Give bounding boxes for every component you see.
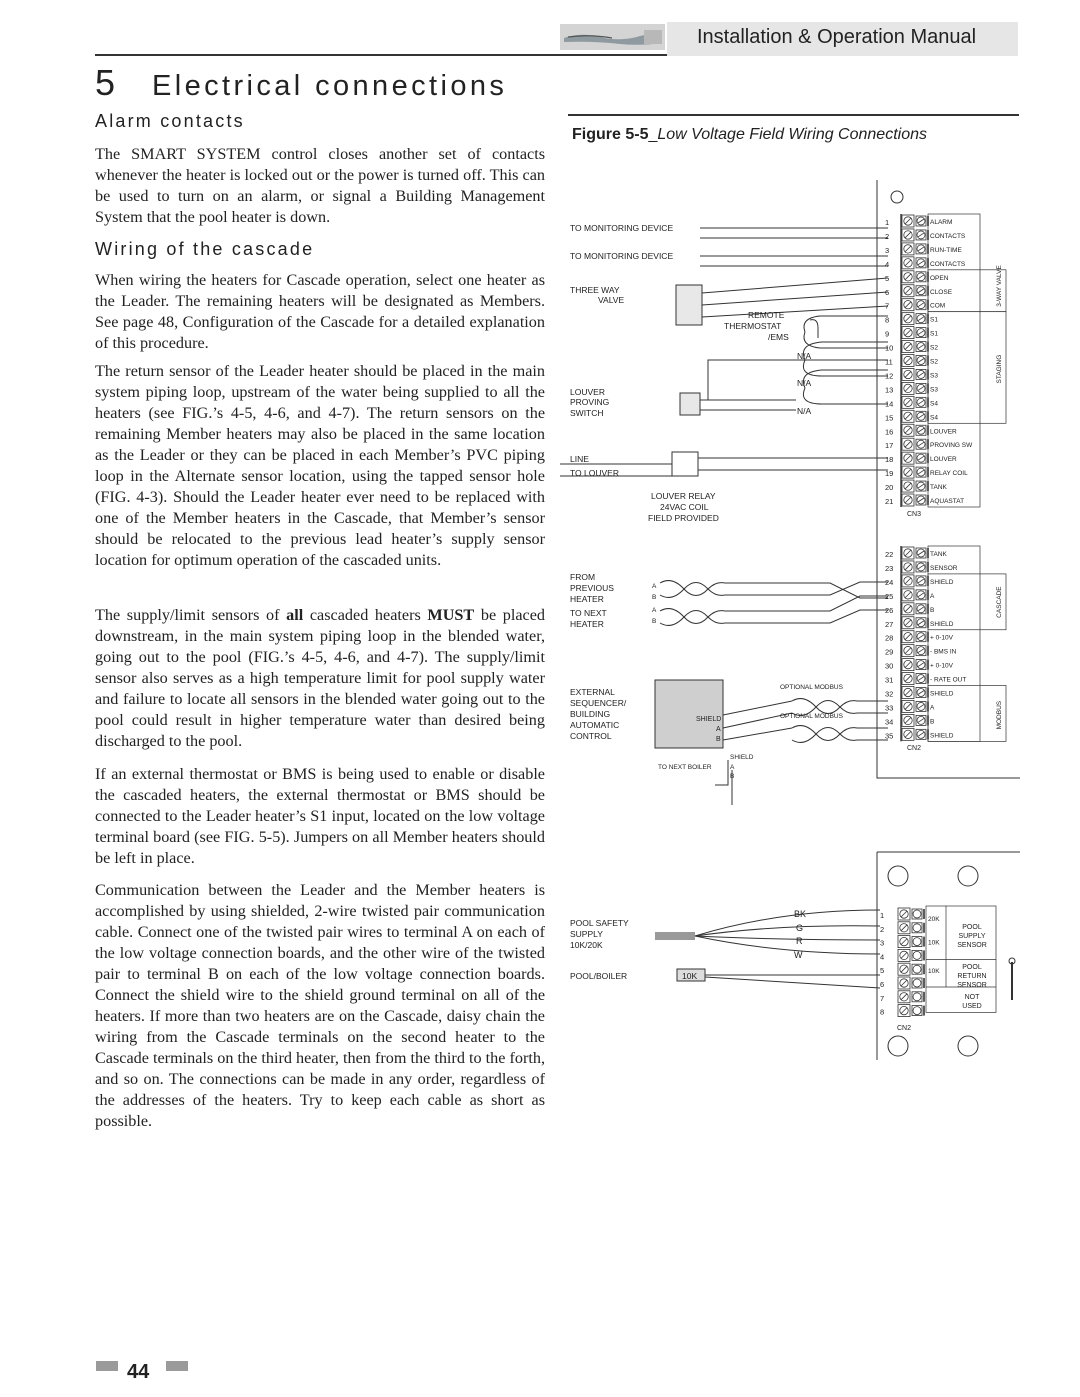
tb1-terminal-number: 6 bbox=[885, 287, 890, 297]
tb2-terminal-label: A bbox=[930, 592, 935, 600]
diagram-label-rt1: REMOTE bbox=[748, 310, 785, 320]
tb2-terminal-number: 27 bbox=[885, 619, 894, 629]
footer-bar-right bbox=[166, 1361, 188, 1371]
tb2-terminal-label: - RATE OUT bbox=[930, 676, 967, 684]
tb1-terminal-label: S3 bbox=[930, 372, 938, 380]
tb1-terminal-label: S1 bbox=[930, 330, 938, 338]
tb1-terminal-label: PROVING SW bbox=[930, 442, 973, 450]
tb3-terminal-number: 7 bbox=[880, 993, 885, 1003]
diagram-label-pb1: POOL/BOILER bbox=[570, 971, 628, 981]
tb3-label-prs2: RETURN bbox=[957, 973, 987, 980]
alarm-contacts-heading: Alarm contacts bbox=[95, 111, 245, 131]
staging-group-box bbox=[928, 312, 1006, 424]
tb3-label-pss2: SUPPLY bbox=[958, 933, 986, 940]
diagram-label-lr2: 24VAC COIL bbox=[660, 502, 709, 512]
diagram-label-ex1: EXTERNAL bbox=[570, 687, 615, 697]
wiring-diagram bbox=[560, 180, 1020, 1060]
tb1-terminal-label: OPEN bbox=[930, 274, 949, 282]
diagram-label-cn2b: CN2 bbox=[897, 1025, 912, 1032]
tb3-label-pss3: SENSOR bbox=[957, 942, 987, 949]
page-number: 44 bbox=[127, 1361, 150, 1383]
tb1-terminal-number: 7 bbox=[885, 301, 890, 311]
tb1-terminal-label: RUN-TIME bbox=[930, 246, 962, 254]
tb1-terminal-number: 12 bbox=[885, 371, 894, 381]
diagram-label-cn2a: CN2 bbox=[907, 745, 922, 752]
tb3-terminal-icon bbox=[913, 993, 921, 1001]
diagram-label-ww: W bbox=[794, 950, 803, 960]
tb2-terminal-number: 34 bbox=[885, 717, 894, 727]
diagram-label-wg: G bbox=[796, 923, 804, 933]
brand-logo bbox=[560, 24, 665, 50]
cascade-paragraph-3: The supply/limit sensors of all cascaded heaters MUST be placed downstream, in the main system piping loop in the blended water, going out to the pool (FIG.’s 4-5, 4-6, and 4-7). The supply/limit sensor also serves as a high temperature limit for pool supply water and failure to locate all sensors in the blended water going out to the pool could result in higher temperature water than desired being discharged to the pool. bbox=[95, 606, 546, 750]
tb1-terminal-label: S2 bbox=[930, 358, 938, 366]
diagram-label-abA1: A bbox=[652, 583, 657, 590]
cascade-heading: Wiring of the cascade bbox=[95, 239, 315, 259]
diagram-label-bk: BK bbox=[794, 909, 807, 919]
tb2-terminal-number: 32 bbox=[885, 689, 894, 699]
cascade-paragraph-4: If an external thermostat or BMS is being used to enable or disable the cascaded heaters, the external thermostat or BMS should be connected to the Leader heater’s S1 input, located on the low voltage terminal board (see FIG. 5-5). Jumpers on all Member heaters should be left in place. bbox=[95, 765, 545, 867]
tb1-terminal-number: 14 bbox=[885, 399, 894, 409]
tb1-terminal-label: S2 bbox=[930, 344, 938, 352]
tb1-terminal-number: 5 bbox=[885, 273, 890, 283]
diagram-label-ex3: BUILDING bbox=[570, 709, 611, 719]
tb3-label-nu2: USED bbox=[962, 1003, 982, 1010]
tb3-terminal-icon bbox=[913, 979, 921, 987]
diagram-label-lr3: FIELD PROVIDED bbox=[648, 513, 719, 523]
diagram-label-mon1: TO MONITORING DEVICE bbox=[570, 223, 674, 233]
tb1-terminal-number: 8 bbox=[885, 315, 890, 325]
threeway-group-label: 3-WAY VALVE bbox=[996, 265, 1003, 307]
tb3-label-nu1: NOT bbox=[964, 994, 980, 1001]
tb3-resistance-value: 10K bbox=[928, 939, 940, 947]
tb1-terminal-label: S3 bbox=[930, 386, 938, 394]
diagram-label-ln1: LINE bbox=[570, 454, 589, 464]
diagram-label-tw2: VALVE bbox=[598, 295, 625, 305]
diagram-label-na2: N/A bbox=[797, 378, 812, 388]
diagram-label-wr: R bbox=[796, 936, 803, 946]
tb2-terminal-number: 30 bbox=[885, 661, 894, 671]
tb1-terminal-number: 16 bbox=[885, 427, 894, 437]
tb1-terminal-number: 18 bbox=[885, 455, 894, 465]
tb1-terminal-number: 10 bbox=[885, 343, 894, 353]
tb1-terminal-label: S4 bbox=[930, 414, 938, 422]
tb1-terminal-number: 20 bbox=[885, 483, 894, 493]
tb3-terminal-number: 4 bbox=[880, 952, 885, 962]
figure-caption: Figure 5-5_Low Voltage Field Wiring Connections bbox=[572, 126, 927, 143]
diagram-label-om2: OPTIONAL MODBUS bbox=[780, 713, 843, 720]
tb1-terminal-label: TANK bbox=[930, 484, 947, 492]
cascade-paragraph-2: The return sensor of the Leader heater should be placed in the main system piping loop, upstream of the water being supplied to all the heaters (see FIG.’s 4-5, 4-6, and 4-7). The return sensors on the remaining Member heaters may also be placed in the same location as the Leader or they can be placed in each Member’s PVC piping loop in the Alternate sensor location, using the tapped sensor hole (FIG. 4-3). Should the Leader heater ever need to be replaced with one of the Member heaters in the Cascade, that Member’s sensor should be relocated to the previous lead heater’s supply sensor location for optimum operation of the cascaded units. bbox=[95, 362, 545, 569]
tb3-terminal-icon bbox=[913, 951, 921, 959]
modbus-group-label: MODBUS bbox=[996, 700, 1003, 730]
diagram-label-fp2: PREVIOUS bbox=[570, 583, 614, 593]
tb3-terminal-number: 2 bbox=[880, 924, 885, 934]
diagram-label-sh2: SHIELD bbox=[730, 754, 754, 761]
diagram-label-sb1: B bbox=[716, 736, 721, 743]
tb3-terminal-number: 8 bbox=[880, 1007, 885, 1017]
tb1-terminal-label: S1 bbox=[930, 316, 938, 324]
tb2-terminal-label: - BMS IN bbox=[930, 648, 957, 656]
diagram-label-ps3: 10K/20K bbox=[570, 940, 603, 950]
diagram-label-rt2: THERMOSTAT bbox=[724, 321, 782, 331]
tb1-terminal-number: 2 bbox=[885, 231, 890, 241]
tb3-terminal-number: 5 bbox=[880, 966, 885, 976]
manual-title: Installation & Operation Manual bbox=[697, 26, 977, 48]
diagram-label-abB1: B bbox=[652, 594, 657, 601]
tb1-terminal-label: CONTACTS bbox=[930, 260, 966, 268]
tb1-terminal-number: 19 bbox=[885, 469, 894, 479]
tb3-resistance-value: 10K bbox=[928, 968, 940, 976]
tb2-terminal-number: 35 bbox=[885, 731, 894, 741]
tb3-terminal-number: 6 bbox=[880, 980, 885, 989]
chapter-title: Electrical connections bbox=[152, 70, 508, 102]
tb3-terminal-number: 3 bbox=[880, 938, 885, 948]
chapter-number: 5 bbox=[95, 62, 116, 103]
diagram-label-rt3: /EMS bbox=[768, 332, 789, 342]
tb2-label-frame bbox=[928, 546, 980, 741]
diagram-label-ps1: POOL SAFETY bbox=[570, 918, 629, 928]
diagram-label-lr1: LOUVER RELAY bbox=[651, 491, 716, 501]
tb2-terminal-number: 24 bbox=[885, 577, 894, 587]
diagram-label-k10: 10K bbox=[682, 971, 698, 981]
alarm-paragraph: The SMART SYSTEM control closes another set of contacts whenever the heater is locked out or the power is turned off. This can be used to turn on an alarm, or signal a Building Management System that the pool heater is down. bbox=[95, 145, 545, 226]
tb3-label-pss1: POOL bbox=[962, 924, 982, 931]
tb2-terminal-number: 22 bbox=[885, 550, 894, 559]
tb1-terminal-number: 3 bbox=[885, 245, 890, 255]
tb2-terminal-label: SHIELD bbox=[930, 690, 954, 698]
tb1-terminal-label: LOUVER bbox=[930, 428, 957, 436]
tb1-terminal-label: AQUASTAT bbox=[930, 498, 965, 505]
staging-group-label: STAGING bbox=[996, 354, 1003, 384]
tb1-terminal-label: S4 bbox=[930, 400, 938, 408]
tb2-terminal-label: SHIELD bbox=[930, 620, 954, 628]
tb1-terminal-label: RELAY COIL bbox=[930, 470, 968, 478]
diagram-label-om1: OPTIONAL MODBUS bbox=[780, 684, 843, 691]
tb1-terminal-number: 21 bbox=[885, 497, 894, 506]
diagram-label-tn1: TO NEXT bbox=[570, 608, 607, 618]
tb1-terminal-number: 13 bbox=[885, 385, 894, 395]
tb2-terminal-label: SHIELD bbox=[930, 578, 954, 586]
tb1-terminal-number: 9 bbox=[885, 329, 890, 339]
tb1-terminal-number: 11 bbox=[885, 357, 893, 367]
diagram-label-lv1: LOUVER bbox=[570, 387, 605, 397]
tb3-resistance-value: 20K bbox=[928, 916, 940, 923]
tb2-terminal-label: B bbox=[930, 718, 935, 726]
diagram-label-fp3: HEATER bbox=[570, 594, 604, 604]
tb1-terminal-label: LOUVER bbox=[930, 456, 957, 464]
tb2-terminal-label: A bbox=[930, 704, 935, 712]
diagram-label-sa1: A bbox=[716, 726, 721, 733]
diagram-label-nb1: TO NEXT BOILER bbox=[658, 764, 712, 771]
tb2-terminal-number: 28 bbox=[885, 633, 894, 643]
diagram-label-cn3: CN3 bbox=[907, 511, 922, 518]
header-rule bbox=[95, 54, 667, 56]
cascade-paragraph-1: When wiring the heaters for Cascade operation, select one heater as the Leader. The remaining heaters will be designated as Members. See page 48, Configuration of the Cascade for a detailed explanation of this procedure. bbox=[95, 271, 545, 352]
tb3-terminal-icon bbox=[913, 965, 921, 973]
figure-rule bbox=[568, 114, 1019, 116]
diagram-label-abB2: B bbox=[652, 618, 657, 625]
diagram-label-ps2: SUPPLY bbox=[570, 929, 603, 939]
tb1-terminal-number: 4 bbox=[885, 259, 890, 269]
emphasis-all: all bbox=[286, 606, 304, 624]
tb2-terminal-label: SHIELD bbox=[930, 732, 954, 740]
tb2-terminal-label: + 0-10V bbox=[930, 662, 953, 670]
diagram-label-na1: N/A bbox=[797, 351, 812, 361]
diagram-label-ln2: TO LOUVER bbox=[570, 468, 619, 478]
diagram-label-na3: N/A bbox=[797, 406, 812, 416]
tb3-terminal-icon bbox=[913, 910, 921, 918]
tb1-terminal-label: COM bbox=[930, 302, 946, 310]
tb2-terminal-label: TANK bbox=[930, 551, 947, 558]
tb2-terminal-number: 33 bbox=[885, 703, 894, 713]
diagram-label-ex5: CONTROL bbox=[570, 731, 612, 741]
tb1-terminal-number: 1 bbox=[885, 218, 890, 227]
diagram-label-tw1: THREE WAY bbox=[570, 285, 620, 295]
tb2-terminal-label: B bbox=[930, 606, 935, 614]
tb3-terminal-icon bbox=[913, 1007, 921, 1015]
tb1-terminal-number: 17 bbox=[885, 441, 894, 451]
tb2-terminal-label: SENSOR bbox=[930, 564, 958, 572]
tb1-terminal-number: 15 bbox=[885, 413, 894, 423]
tb3-terminal-icon bbox=[913, 924, 921, 932]
tb3-label-prs3: SENSOR bbox=[957, 982, 987, 989]
tb3-terminal-number: 1 bbox=[880, 911, 885, 920]
tb2-terminal-number: 29 bbox=[885, 647, 894, 657]
diagram-label-ex4: AUTOMATIC bbox=[570, 720, 620, 730]
tb2-terminal-label: + 0-10V bbox=[930, 634, 953, 642]
tb2-terminal-number: 23 bbox=[885, 563, 894, 573]
diagram-label-ex2: SEQUENCER/ bbox=[570, 698, 627, 708]
tb1-terminal-label: CONTACTS bbox=[930, 232, 966, 240]
tb3-label-prs1: POOL bbox=[962, 964, 982, 971]
diagram-label-mon2: TO MONITORING DEVICE bbox=[570, 251, 674, 261]
tb1-terminal-label: ALARM bbox=[930, 219, 953, 226]
diagram-label-sh1: SHIELD bbox=[696, 716, 722, 723]
tb1-terminal-label: CLOSE bbox=[930, 288, 953, 296]
diagram-label-lv2: PROVING bbox=[570, 397, 610, 407]
tb2-terminal-number: 26 bbox=[885, 605, 894, 615]
cascade-paragraph-5: Communication between the Leader and the Member heaters is accomplished by using shielded, 2-wire twisted pair communication cable. Connect one of the twisted pair wires to terminal A on each of the low voltage connection boards, and the other wire of the twisted pair to terminal B on each of the low voltage connection boards. Connect the shield wire to the shield ground terminal on all of the heaters. If more than two heaters are on the Cascade, daisy chain the wiring from the Cascade terminals on the second heater to the Cascade terminals on the third heater, then from the third to the forth, and so on. The connections can be made in any order, regardless of the addresses of the heaters. Try to keep each cable as short as possible. bbox=[95, 881, 545, 1130]
diagram-label-lv3: SWITCH bbox=[570, 408, 604, 418]
diagram-label-sb2: B bbox=[730, 773, 735, 780]
diagram-label-abA2: A bbox=[652, 607, 657, 614]
diagram-label-sa2: A bbox=[730, 764, 735, 771]
diagram-label-fp1: FROM bbox=[570, 572, 596, 582]
diagram-label-tn2: HEATER bbox=[570, 619, 604, 629]
tb3-terminal-icon bbox=[913, 938, 921, 946]
footer-bar-left bbox=[96, 1361, 118, 1371]
cascade-group-label: CASCADE bbox=[996, 586, 1003, 618]
emphasis-must: MUST bbox=[427, 606, 475, 624]
tb2-terminal-number: 25 bbox=[885, 591, 894, 601]
tb2-terminal-number: 31 bbox=[885, 675, 894, 685]
